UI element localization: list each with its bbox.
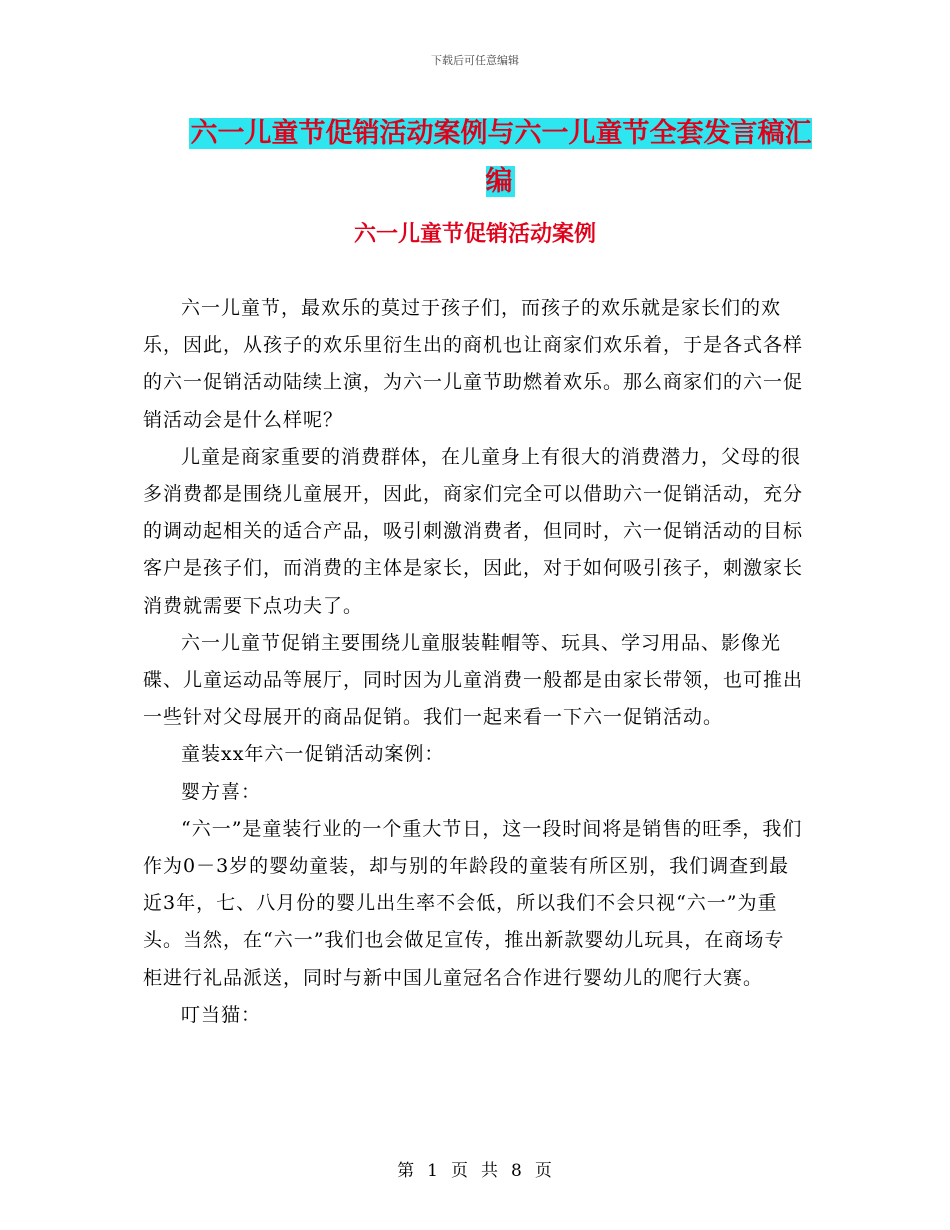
page-footer — [0, 1156, 950, 1181]
total-unit: 页 — [534, 1161, 553, 1181]
document-title-text: 六一儿童节促销活动案例与六一儿童节全套发言稿汇编 — [190, 118, 812, 197]
brand-label: 叮当猫： — [181, 1003, 262, 1026]
page-unit: 页 — [451, 1161, 469, 1181]
document-body — [143, 290, 803, 1034]
document-title — [180, 110, 820, 206]
paragraph: 儿童是商家重要的消费群体，在儿童身上有很大的消费潜力，父母的很多消费都是围绕儿童展开，因此，商家们完全可以借助六一促销活动，充分的调动起相关的适合产品，吸引刺激消费者，但同时，六一促销活动的目标客户是孩子们，而消费的主体是家长，因此，对于如何吸引孩子，刺激家长消费就需要下点功夫了。 — [143, 445, 804, 617]
brand-label: 婴方喜： — [181, 780, 262, 803]
section-title: 六一儿童节促销活动案例 — [353, 222, 596, 247]
paragraph: 六一儿童节促销主要围绕儿童服装鞋帽等、玩具、学习用品、影像光碟、儿童运动品等展厅，同时因为儿童消费一般都是由家长带领，也可推出一些针对父母展开的商品促销。我们一起来看一下六一促销活动。 — [143, 631, 804, 729]
paragraph: “六一”是童装行业的一个重大节日，这一段时间将是销售的旺季，我们作为0－3岁的婴幼童装，却与别的年龄段的童装有所区别，我们调查到最近3年，七、八月份的婴儿出生率不会低，所以我们不会只视“六一”为重头。当然，在“六一”我们也会做足宣传，推出新款婴幼儿玩具，在商场专柜进行礼品派送，同时与新中国儿童冠名合作进行婴幼儿的爬行大赛。 — [143, 817, 803, 989]
page-number: 1 — [427, 1161, 439, 1181]
paragraph: 六一儿童节，最欢乐的莫过于孩子们，而孩子的欢乐就是家长们的欢乐，因此，从孩子的欢乐里衍生出的商机也让商家们欢乐着，于是各式各样的六一促销活动陆续上演，为六一儿童节助燃着欢乐。那么商家们的六一促销活动会是什么样呢？ — [143, 297, 804, 431]
header-note: 下载后可任意编辑 — [431, 54, 519, 67]
subheading: 童装xx年六一促销活动案例： — [181, 743, 445, 766]
total-pages: 8 — [511, 1161, 523, 1181]
total-label: 共 — [481, 1161, 499, 1181]
page-label: 第 — [397, 1161, 416, 1181]
